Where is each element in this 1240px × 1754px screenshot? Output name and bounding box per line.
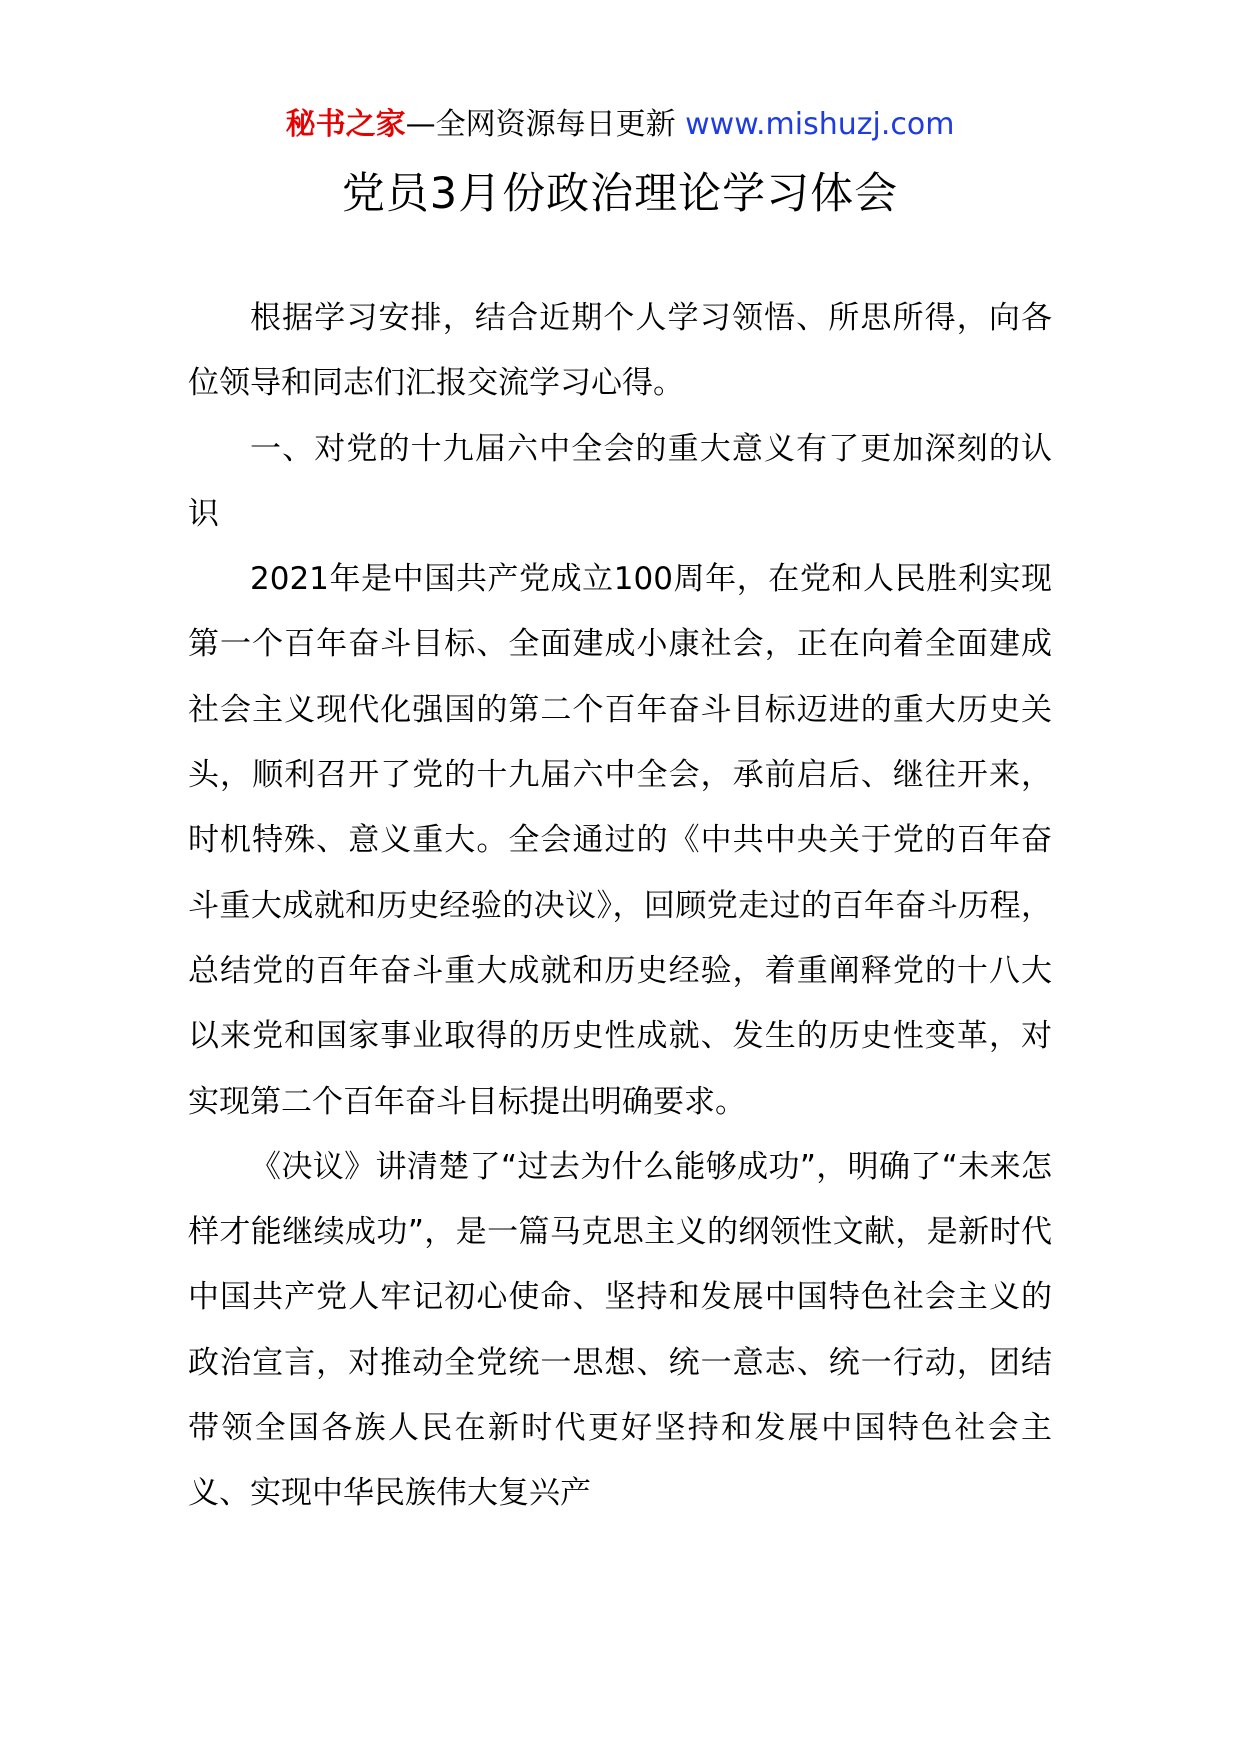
intro-paragraph: 根据学习安排，结合近期个人学习领悟、所思所得，向各位领导和同志们汇报交流学习心得。 — [188, 300, 1052, 402]
site-tagline: —全网资源每日更新 — [405, 107, 676, 142]
section-heading-1: 一、对党的十九届六中全会的重大意义有了更加深刻的认识 — [188, 430, 1052, 532]
body-paragraph-1: 2021年是中国共产党成立100周年，在党和人民胜利实现第一个百年奋斗目标、全面建成小康社会，正在向着全面建成社会主义现代化强国的第二个百年奋斗目标迈进的重大历史关头，顺利召开了党的十九届六中全会，承前启后、继往开来，时机特殊、意义重大。全会通过的《中共中央关于党的百年奋斗重大成就和历史经验的决议》，回顾党走过的百年奋斗历程，总结党的百年奋斗重大成就和历史经验，着重阐释党的十八大以来党和国家事业取得的历史性成就、发生的历史性变革，对实现第二个百年奋斗目标提出明确要求。 — [188, 561, 1052, 1120]
body-paragraph-2: 《决议》讲清楚了“过去为什么能够成功”，明确了“未来怎样才能继续成功”，是一篇马克思主义的纲领性文献，是新时代中国共产党人牢记初心使命、坚持和发展中国特色社会主义的政治宣言，对推动全党统一思想、统一意志、统一行动，团结带领全国各族人民在新时代更好坚持和发展中国特色社会主义、实现中华民族伟大复兴产 — [188, 1148, 1052, 1512]
document-title: 党员3月份政治理论学习体会 — [341, 169, 899, 219]
site-url-link[interactable]: www.mishuzj.com — [685, 107, 955, 142]
brand-name: 秘书之家 — [285, 107, 406, 142]
site-header — [0, 100, 1240, 150]
document-body — [188, 286, 1052, 1527]
